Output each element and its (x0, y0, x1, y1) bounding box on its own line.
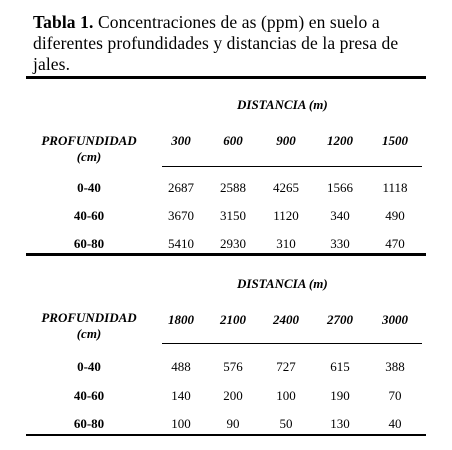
table-cell: 190 (330, 388, 350, 403)
table-cell: 1566 (327, 180, 353, 195)
table-cell: 2687 (168, 180, 194, 195)
distance-col-3000: 3000 (382, 312, 408, 327)
table-caption (33, 12, 433, 75)
table-cell: 470 (385, 236, 405, 251)
depth-header-unit: (cm) (76, 326, 102, 341)
table-cell: 100 (276, 388, 296, 403)
depth-header (29, 310, 149, 342)
table-cell: 1118 (382, 180, 408, 195)
table-cell: 1120 (273, 208, 299, 223)
distance-col-900: 900 (276, 133, 296, 148)
depth-label: 40-60 (73, 208, 105, 223)
caption-text: Concentraciones de as (ppm) en suelo a diferentes profundidades y distancias de la presa de jales. (33, 12, 399, 74)
depth-label: 60-80 (73, 236, 105, 251)
distance-col-2100: 2100 (220, 312, 246, 327)
depth-label: 60-80 (73, 416, 105, 431)
distance-col-1800: 1800 (168, 312, 194, 327)
table-cell: 310 (276, 236, 296, 251)
table-cell: 140 (171, 388, 191, 403)
table-cell: 2930 (220, 236, 246, 251)
distance-col-2400: 2400 (273, 312, 299, 327)
table-cell: 727 (276, 359, 296, 374)
header-divider (162, 166, 422, 167)
table-cell: 3670 (168, 208, 194, 223)
table-cell: 4265 (273, 180, 299, 195)
table-cell: 200 (223, 388, 243, 403)
table-cell: 100 (171, 416, 191, 431)
depth-label: 0-40 (77, 359, 101, 374)
table-cell: 615 (330, 359, 350, 374)
table-cell: 70 (388, 388, 402, 403)
table-cell: 576 (223, 359, 243, 374)
distance-header: DISTANCIA (m) (237, 97, 328, 112)
distance-col-1500: 1500 (382, 133, 408, 148)
depth-header-unit: (cm) (76, 149, 102, 164)
table-cell: 2588 (220, 180, 246, 195)
depth-header-title: PROFUNDIDAD (41, 133, 137, 148)
header-divider (162, 343, 422, 344)
table-cell: 50 (279, 416, 293, 431)
table-cell: 330 (330, 236, 350, 251)
table-1 (26, 79, 426, 259)
table-cell: 40 (388, 416, 402, 431)
caption-label: Tabla 1. (33, 12, 94, 32)
distance-col-1200: 1200 (327, 133, 353, 148)
distance-col-600: 600 (223, 133, 243, 148)
table-cell: 5410 (168, 236, 194, 251)
table-cell: 388 (385, 359, 405, 374)
table-cell: 3150 (220, 208, 246, 223)
table-cell: 90 (226, 416, 240, 431)
table-cell: 130 (330, 416, 350, 431)
bottom-rule (26, 434, 426, 436)
table-cell: 490 (385, 208, 405, 223)
distance-col-2700: 2700 (327, 312, 353, 327)
depth-header-title: PROFUNDIDAD (41, 310, 137, 325)
depth-label: 0-40 (77, 180, 101, 195)
depth-header (29, 133, 149, 165)
distance-col-300: 300 (171, 133, 191, 148)
table-2 (26, 256, 426, 436)
depth-label: 40-60 (73, 388, 105, 403)
table-cell: 488 (171, 359, 191, 374)
distance-header: DISTANCIA (m) (237, 276, 328, 291)
table-cell: 340 (330, 208, 350, 223)
